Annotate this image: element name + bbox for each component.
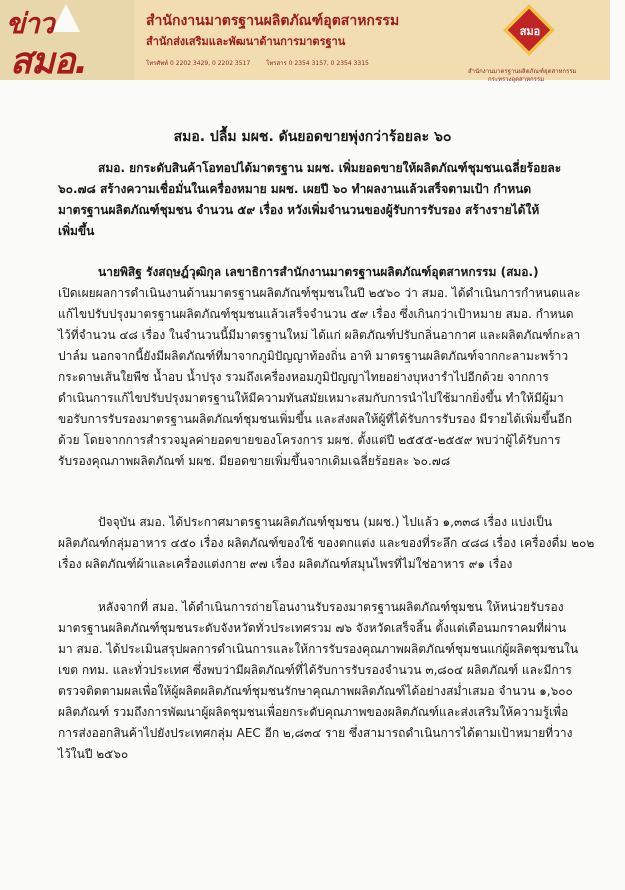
logo-line1: ข่าว bbox=[6, 7, 54, 40]
text-line: รับรองคุณภาพผลิตภัณฑ์ มผช. มียอดขายเพิ่มขึ้นจากเดิมเฉลี่ยร้อยละ ๖๐.๗๘ bbox=[58, 454, 451, 468]
text-line: มาตรฐานผลิตภัณฑ์ชุมชน จำนวน ๕๙ เรื่อง หวังเพิ่มจำนวนของผู้รับการรับรอง สร้างรายได้ให้ bbox=[58, 203, 540, 217]
org-sub: สำนักส่งเสริมและพัฒนาด้านการมาตรฐาน bbox=[146, 35, 346, 48]
text-line: ปัจจุบัน สมอ. ได้ประกาศมาตรฐานผลิตภัณฑ์ชุมชน (มผช.) ไปแล้ว ๑,๓๓๘ เรื่อง แบ่งเป็น bbox=[98, 515, 553, 529]
text-line: เขต กทม. และทั่วประเทศ ซึ่งพบว่ามีผลิตภัณฑ์ที่ได้รับการรับรองจำนวน ๓,๘๐๔ ผลิตภัณฑ์ และมีการ bbox=[58, 663, 572, 677]
text-line: มาตรฐานผลิตภัณฑ์ชุมชนระดับจังหวัดทั่วประเทศรวม ๗๖ จังหวัดเสร็จสิ้น ตั้งแต่เดือนมกราคมที่ผ่าน bbox=[58, 621, 567, 635]
emblem-caption-2: กระทรวงอุตสาหกรรม bbox=[488, 76, 545, 83]
text-line: ผลิตภัณฑ์กลุ่มอาหาร ๔๕๐ เรื่อง ผลิตภัณฑ์ของใช้ ของตกแต่ง และของที่ระลึก ๔๘๘ เรื่อง เครื่องดื่ม ๒๐๒ bbox=[58, 536, 595, 550]
org-name: สำนักงานมาตรฐานผลิตภัณฑ์อุตสาหกรรม bbox=[146, 13, 400, 29]
text-line: เปิดเผยผลการดำเนินงานด้านมาตรฐานผลิตภัณฑ์ชุมชนในปี ๒๕๖๐ ว่า สมอ. ได้ดำเนินการกำหนดและ bbox=[58, 286, 581, 300]
text-line: เพิ่มขึ้น bbox=[58, 224, 95, 238]
body-paragraph-4 bbox=[58, 597, 578, 765]
text-line: ด้วย โดยจากการสำรวจมูลค่ายอดขายของโครงการ มผช. ตั้งแต่ปี ๒๕๕๕-๒๕๕๙ พบว่าผู้ได้รับการ bbox=[58, 433, 561, 447]
text-line: ไว้ในปี ๒๕๖๐ bbox=[58, 747, 129, 761]
text-line: ตรวจติดตามผลเพื่อให้ผู้ผลิตผลิตภัณฑ์ชุมชนรักษาคุณภาพผลิตภัณฑ์ได้อย่างสม่ำเสมอ จำนวน ๑,๖๐๐ bbox=[58, 684, 573, 698]
text-line: การส่งออกสินค้าไปยังประเทศกลุ่ม AEC อีก ๒,๘๓๔ ราย ซึ่งสามารถดำเนินการได้ตามเป้าหมายที่วาง bbox=[58, 726, 573, 740]
tisi-emblem-icon bbox=[505, 6, 555, 56]
text-line: ไว้ที่จำนวน ๔๘ เรื่อง ในจำนวนนี้มีมาตรฐานใหม่ ได้แก่ ผลิตภัณฑ์ปรับกลิ่นอากาศ และผลิตภัณฑ์กะลา bbox=[58, 328, 581, 342]
text-line: เรื่อง ผลิตภัณฑ์ผ้าและเครื่องแต่งกาย ๙๗ เรื่อง ผลิตภัณฑ์สมุนไพรที่ไม่ใช่อาหาร ๙๑ เรื่อง bbox=[58, 557, 513, 571]
letterhead bbox=[0, 0, 610, 83]
text-line: ขอรับการรับรองมาตรฐานผลิตภัณฑ์ชุมชนเพิ่มขึ้น และส่งผลให้ผู้ที่ได้รับการรับรอง มีรายได้เพิ่มขึ้นอีก bbox=[58, 412, 572, 426]
text-line: สมอ. ยกระดับสินค้าโอทอปได้มาตรฐาน มผช. เพิ่มยอดขายให้ผลิตภัณฑ์ชุมชนเฉลี่ยร้อยละ bbox=[98, 161, 562, 175]
news-logo bbox=[0, 0, 134, 80]
text-line: แก้ไขปรับปรุงมาตรฐานผลิตภัณฑ์ชุมชนแล้วเสร็จจำนวน ๕๙ เรื่อง ซึ่งเกินกว่าเป้าหมาย สมอ. กำหนด bbox=[58, 307, 574, 321]
phone: โทรศัพท์ 0 2202 3429, 0 2202 3517 bbox=[146, 60, 251, 67]
emblem-caption-1: สำนักงานมาตรฐานผลิตภัณฑ์อุตสาหกรรม bbox=[468, 68, 577, 75]
page-title: สมอ. ปลื้ม มผช. ดันยอดขายพุ่งกว่าร้อยละ ๖๐ bbox=[173, 129, 452, 145]
text-line: ๖๐.๗๘ สร้างความเชื่อมั่นในเครื่องหมาย มผช. เผยปี ๖๐ ทำผลงานแล้วเสร็จตามเป้า กำหนด bbox=[58, 182, 532, 196]
fax: โทรสาร 0 2354 3157, 0 2354 3315 bbox=[266, 60, 369, 67]
contact-info bbox=[146, 58, 383, 68]
text-line: หลังจากที่ สมอ. ได้ดำเนินการถ่ายโอนงานรับรองมาตรฐานผลิตภัณฑ์ชุมชน ให้หน่วยรับรอง bbox=[98, 600, 564, 614]
emblem-text: สมอ bbox=[519, 25, 541, 38]
lead-paragraph bbox=[58, 158, 561, 242]
body-paragraph-3 bbox=[58, 512, 594, 575]
text-line: นายพิสิฐ รังสฤษฎ์วุฒิกุล เลขาธิการสำนักงานมาตรฐานผลิตภัณฑ์อุตสาหกรรม (สมอ.) bbox=[98, 265, 539, 279]
logo-arrow-icon bbox=[52, 4, 80, 32]
text-line: ปาล์ม นอกจากนี้ยังมีผลิตภัณฑ์ที่มาจากภูมิปัญญาท้องถิ่น อาทิ มาตรฐานผลิตภัณฑ์จากกะลามะพร้าว bbox=[58, 349, 569, 363]
text-line: ผลิตภัณฑ์ รวมถึงการพัฒนาผู้ผลิตชุมชนเพื่อยกระดับคุณภาพของผลิตภัณฑ์และส่งเสริมให้ความรู้เพื่อ bbox=[58, 705, 569, 719]
logo-line2: สมอ. bbox=[10, 41, 87, 82]
text-line: ดำเนินการแก้ไขปรับปรุงมาตรฐานให้มีความทันสมัยเหมาะสมกับการนำไปใช้มากยิ่งขึ้น ทำให้มีผู้มา bbox=[58, 391, 564, 405]
body-paragraph-2 bbox=[58, 262, 580, 472]
text-line: กระดาษเส้นใยพืช น้ำอบ น้ำปรุง รวมถึงเครื่องหอมภูมิปัญญาไทยอย่างบุหงารำไปอีกด้วย จากการ bbox=[58, 370, 549, 384]
text-line: มา สมอ. ได้ประเมินสรุปผลการดำเนินการและให้การรับรองคุณภาพผลิตภัณฑ์ชุมชนแก่ผู้ผลิตชุมชนใน bbox=[58, 642, 579, 656]
